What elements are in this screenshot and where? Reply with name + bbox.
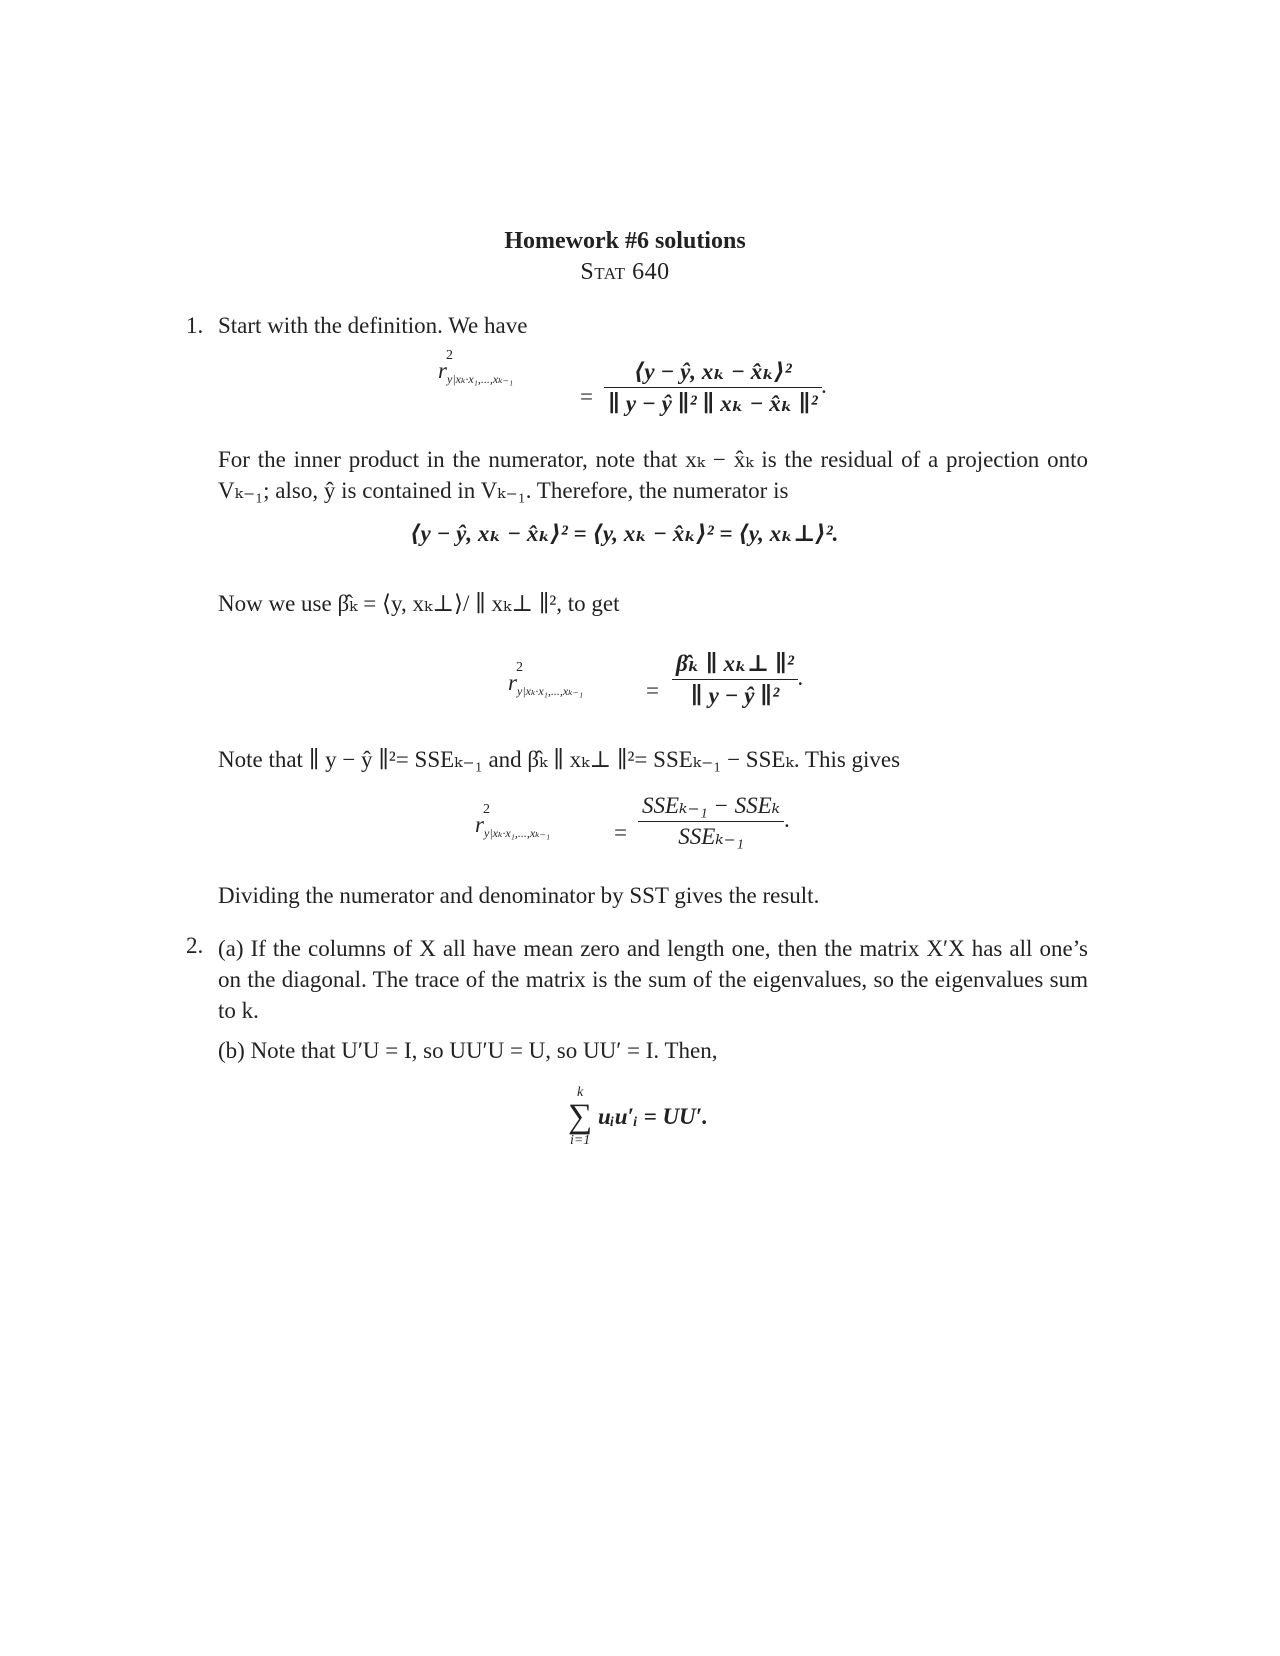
eq3-lhs-sup: 2 <box>516 660 523 675</box>
problem-1-paragraph-3: Now we use β̂ₖ = ⟨y, xₖ⊥⟩/ ∥ xₖ⊥ ∥², to get <box>218 591 620 616</box>
eq4-fraction: $\frac{\text{SSEₖ₋₁ − SSEₖ}}{\text{SSEₖ₋₁}}$ . <box>638 793 790 850</box>
equation-1 <box>438 348 514 386</box>
eq3-lhs-sub: y|xₖ·x₁,...,xₖ₋₁ <box>517 684 584 698</box>
eq1-lhs-sup: 2 <box>446 348 453 363</box>
problem-1-paragraph-4: Note that ∥ y − ŷ ∥²= SSEₖ₋₁ and β̂ₖ ∥ xₖ⊥ ∥²= SSEₖ₋₁ − SSEₖ. This gives <box>218 747 901 772</box>
eq3-equals: = <box>646 678 659 703</box>
eq4-lhs-sub: y|xₖ·x₁,...,xₖ₋₁ <box>484 826 551 840</box>
problem-2-part-b: (b) Note that U′U = I, so UU′U = U, so UU′ = I. Then, <box>218 1038 718 1063</box>
eq4-denominator: SSEₖ₋₁ <box>678 824 744 849</box>
eq1-lhs <box>438 348 514 386</box>
sum-upper-limit: k <box>577 1085 584 1100</box>
sum-body: uᵢu′ᵢ = UU′. <box>598 1104 708 1129</box>
eq1-lhs-sub: y|xₖ·x₁,...,xₖ₋₁ <box>447 372 514 386</box>
problem-1-intro: Start with the definition. We have <box>218 313 528 338</box>
summation-symbol: k ∑ i=1 <box>568 1085 593 1148</box>
course-name: Stat 640 <box>580 259 670 285</box>
eq1-equals: = <box>580 384 593 409</box>
problem-2-part-a: (a) If the columns of X all have mean zero and length one, then the matrix X′X has all one’s on the diagonal. The trace of the matrix is the sum of the eigenvalues, so the eigenvalues sum to k. <box>218 936 1088 1023</box>
eq4-equals: = <box>614 820 627 845</box>
eq1-denominator: ∥ y − ŷ ∥² ∥ xₖ − x̂ₖ ∥² <box>608 391 818 416</box>
eq4-lhs-symbol: r <box>475 812 484 837</box>
eq3-numerator: β̂ₖ ∥ xₖ⊥ ∥² <box>672 650 798 680</box>
eq1-lhs-symbol: r <box>438 358 447 383</box>
equation-5 <box>568 1086 708 1148</box>
eq3-denominator: ∥ y − ŷ ∥² <box>690 683 780 708</box>
eq4-numerator: SSEₖ₋₁ − SSEₖ <box>638 793 784 822</box>
problem-2-label: 2. <box>186 933 204 958</box>
eq1-fraction: $\frac{\text{⟨y − ŷ, xₖ − x̂ₖ⟩²}}{\text{∥ y − ŷ ∥² ∥ xₖ − x̂ₖ ∥²}}$ . <box>604 358 827 417</box>
equation-2: ⟨y − ŷ, xₖ − x̂ₖ⟩² = ⟨y, xₖ − x̂ₖ⟩² = ⟨y, xₖ⊥⟩². <box>410 521 839 546</box>
document-title: Homework #6 solutions <box>504 228 746 254</box>
eq3-fraction: $\frac{\text{β̂ₖ ∥ xₖ⊥ ∥²}}{\text{∥ y − ŷ ∥²}}$ . <box>672 650 804 709</box>
problem-1-paragraph-5: Dividing the numerator and denominator by SST gives the result. <box>218 883 820 908</box>
equation-4-lhs <box>475 802 551 840</box>
eq4-lhs-sup: 2 <box>483 802 490 817</box>
equation-3-lhs <box>508 660 584 698</box>
problem-1-label: 1. <box>186 313 204 338</box>
sum-lower-limit: i=1 <box>569 1133 591 1148</box>
eq3-lhs-symbol: r <box>508 670 517 695</box>
eq1-numerator: ⟨y − ŷ, xₖ − x̂ₖ⟩² <box>604 358 822 388</box>
problem-1-paragraph-2: For the inner product in the numerator, note that xₖ − x̂ₖ is the residual of a projection onto Vₖ₋₁; also, ŷ is contained in Vₖ₋₁. Therefore, the numerator is <box>218 447 1088 503</box>
